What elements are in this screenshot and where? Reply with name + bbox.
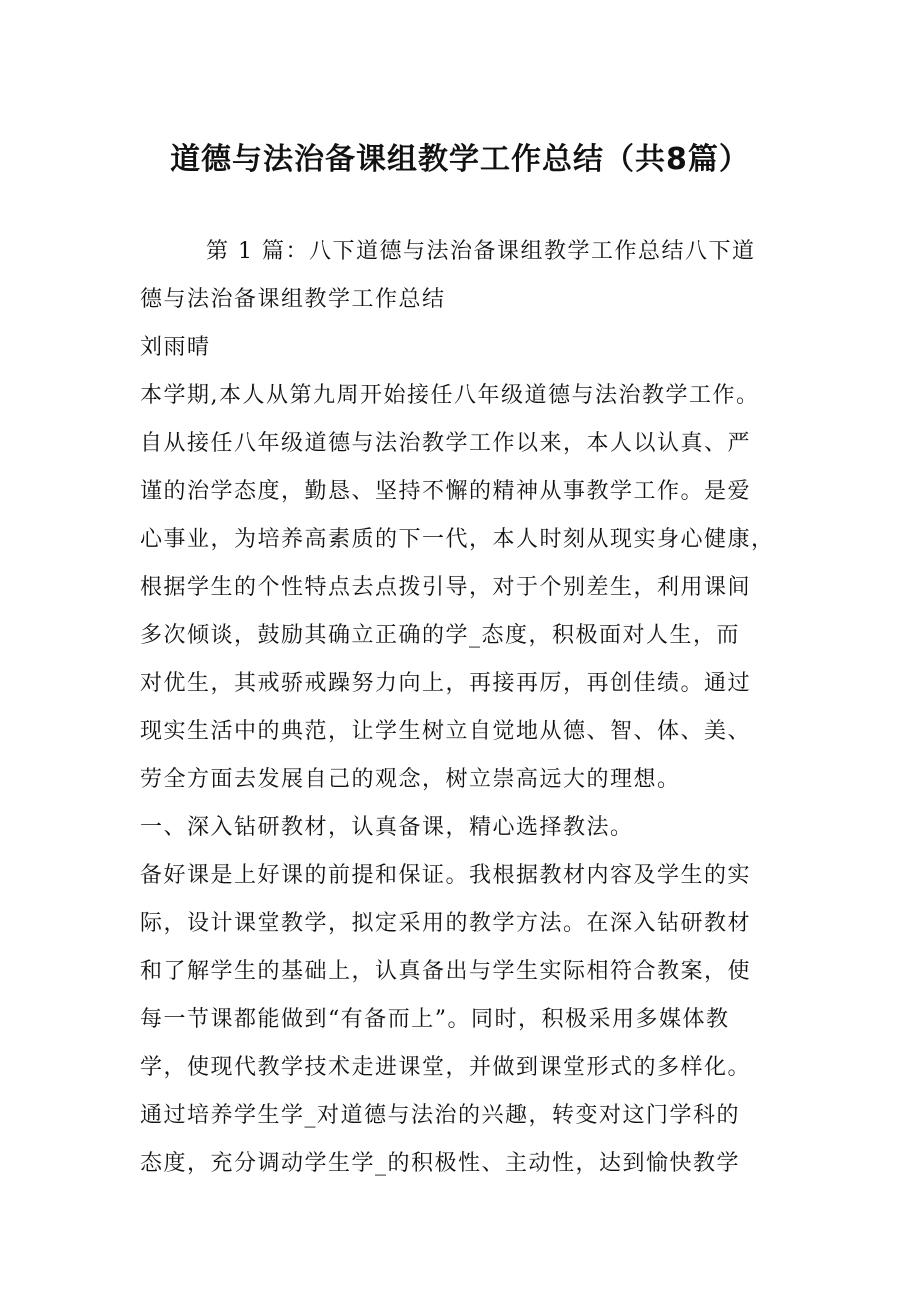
text-line: 和了解学生的基础上，认真备出与学生实际相符合教案，使 [140, 959, 752, 984]
text-line: 多次倾谈，鼓励其确立正确的学_态度，积极面对人生，而 [140, 623, 741, 648]
text-line: 通过培养学生学_对道德与法治的兴趣，转变对这门学科的 [140, 1103, 741, 1128]
document-title: 道德与法治备课组教学工作总结（共8篇） [170, 142, 750, 177]
text-line: 谨的治学态度，勤恳、坚持不懈的精神从事教学工作。是爱 [140, 479, 752, 504]
text-line: 备好课是上好课的前提和保证。我根据教材内容及学生的实 [140, 863, 752, 888]
text-line: 学，使现代教学技术走进课堂，并做到课堂形式的多样化。 [140, 1055, 752, 1080]
text-line: 每一节课都能做到“有备而上”。同时，积极采用多媒体教 [140, 1007, 730, 1032]
text-line: 心事业，为培养高素质的下一代，本人时刻从现实身心健康， [140, 527, 775, 552]
text-line: 本学期,本人从第九周开始接任八年级道德与法治教学工作。 [140, 383, 760, 408]
text-line-heading: 第 1 篇：八下道德与法治备课组教学工作总结八下道 [206, 239, 756, 264]
text-line: 自从接任八年级道德与法治教学工作以来，本人以认真、严 [140, 431, 752, 456]
text-line: 对优生，其戒骄戒躁努力向上，再接再厉，再创佳绩。通过 [140, 671, 752, 696]
section-heading: 一、深入钻研教材，认真备课，精心选择教法。 [140, 815, 634, 840]
document-body [140, 228, 800, 1188]
author-name: 刘雨晴 [140, 335, 211, 360]
text-line: 根据学生的个性特点去点拨引导，对于个别差生，利用课间 [140, 575, 752, 600]
text-line: 际，设计课堂教学，拟定采用的教学方法。在深入钻研教材 [140, 911, 752, 936]
text-line: 态度，充分调动学生学_的积极性、主动性，达到愉快教学 [140, 1151, 741, 1176]
text-line: 德与法治备课组教学工作总结 [140, 287, 446, 312]
text-line: 现实生活中的典范，让学生树立自觉地从德、智、体、美、 [140, 719, 752, 744]
text-line: 劳全方面去发展自己的观念，树立崇高远大的理想。 [140, 767, 681, 792]
